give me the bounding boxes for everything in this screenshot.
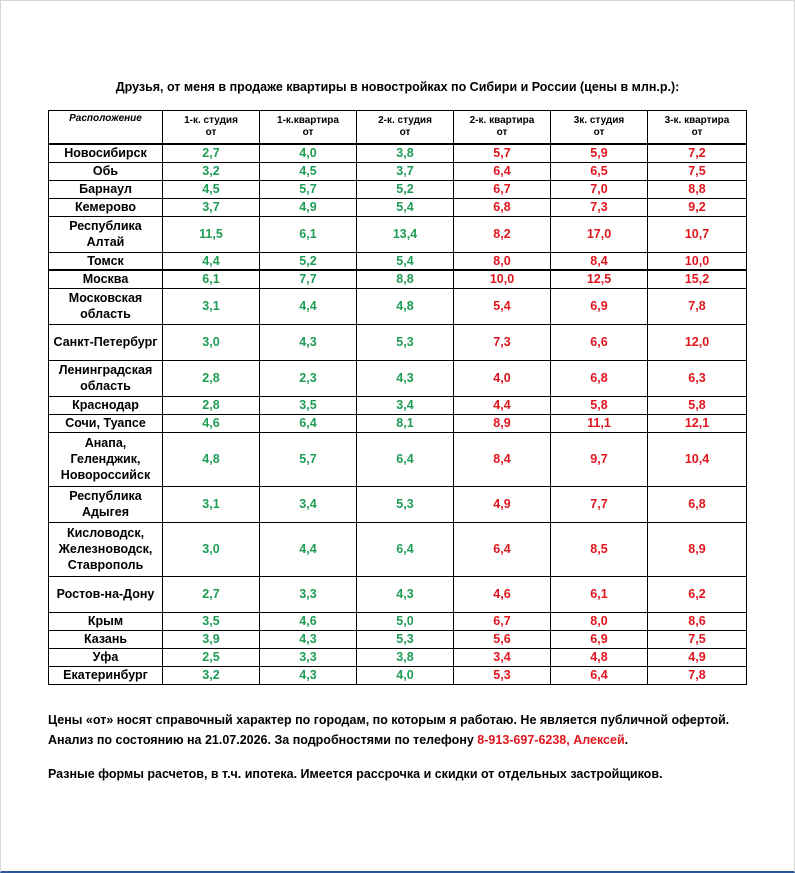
price-cell: 2,8 bbox=[163, 360, 260, 396]
price-cell: 12,0 bbox=[648, 324, 747, 360]
price-cell: 4,3 bbox=[357, 576, 454, 612]
table-row bbox=[49, 270, 747, 288]
price-cell: 5,8 bbox=[648, 396, 747, 414]
price-cell: 5,9 bbox=[551, 144, 648, 162]
price-cell: 3,3 bbox=[260, 576, 357, 612]
price-cell: 8,0 bbox=[551, 612, 648, 630]
price-cell: 3,9 bbox=[163, 630, 260, 648]
price-cell: 4,4 bbox=[260, 288, 357, 324]
page-title: Друзья, от меня в продаже квартиры в новостройках по Сибири и России (цены в млн.р.): bbox=[115, 80, 680, 94]
price-cell: 6,4 bbox=[454, 162, 551, 180]
price-cell: 3,7 bbox=[357, 162, 454, 180]
price-cell: 6,9 bbox=[551, 288, 648, 324]
price-cell: 6,3 bbox=[648, 360, 747, 396]
table-row bbox=[49, 216, 747, 252]
table-row bbox=[49, 666, 747, 684]
price-cell: 5,3 bbox=[357, 630, 454, 648]
price-cell: 6,4 bbox=[357, 522, 454, 576]
price-cell: 9,2 bbox=[648, 198, 747, 216]
price-cell: 4,6 bbox=[454, 576, 551, 612]
table-row bbox=[49, 432, 747, 486]
price-cell: 10,0 bbox=[648, 252, 747, 270]
price-cell: 4,6 bbox=[260, 612, 357, 630]
price-cell: 10,4 bbox=[648, 432, 747, 486]
city-cell: Ростов-на-Дону bbox=[49, 576, 163, 612]
price-cell: 3,2 bbox=[163, 162, 260, 180]
header-row bbox=[49, 111, 747, 145]
header-2k-apartment: 2-к. квартира от bbox=[454, 111, 551, 145]
price-cell: 10,0 bbox=[454, 270, 551, 288]
price-cell: 9,7 bbox=[551, 432, 648, 486]
price-cell: 5,4 bbox=[454, 288, 551, 324]
city-cell: Анапа, Геленджик, Новороссийск bbox=[49, 432, 163, 486]
table-row bbox=[49, 198, 747, 216]
price-cell: 6,8 bbox=[551, 360, 648, 396]
price-cell: 6,5 bbox=[551, 162, 648, 180]
price-cell: 8,9 bbox=[454, 414, 551, 432]
price-cell: 7,5 bbox=[648, 162, 747, 180]
price-cell: 6,6 bbox=[551, 324, 648, 360]
price-cell: 2,8 bbox=[163, 396, 260, 414]
price-cell: 4,3 bbox=[260, 324, 357, 360]
price-cell: 7,3 bbox=[551, 198, 648, 216]
price-cell: 8,5 bbox=[551, 522, 648, 576]
price-cell: 5,4 bbox=[357, 252, 454, 270]
note-contact bbox=[48, 730, 768, 750]
price-cell: 6,4 bbox=[454, 522, 551, 576]
table-row bbox=[49, 288, 747, 324]
price-cell: 8,0 bbox=[454, 252, 551, 270]
price-cell: 3,7 bbox=[163, 198, 260, 216]
header-1k-studio: 1-к. студия от bbox=[163, 111, 260, 145]
table-row bbox=[49, 486, 747, 522]
price-cell: 6,4 bbox=[260, 414, 357, 432]
table-row bbox=[49, 162, 747, 180]
city-cell: Краснодар bbox=[49, 396, 163, 414]
note-contact-end: . bbox=[624, 733, 629, 747]
price-cell: 4,8 bbox=[357, 288, 454, 324]
price-cell: 4,4 bbox=[260, 522, 357, 576]
table-row bbox=[49, 396, 747, 414]
city-cell: Казань bbox=[49, 630, 163, 648]
price-cell: 3,4 bbox=[357, 396, 454, 414]
price-cell: 13,4 bbox=[357, 216, 454, 252]
price-cell: 3,1 bbox=[163, 288, 260, 324]
price-cell: 3,8 bbox=[357, 144, 454, 162]
header-2k-studio: 2-к. студия от bbox=[357, 111, 454, 145]
city-cell: Кемерово bbox=[49, 198, 163, 216]
price-cell: 7,7 bbox=[260, 270, 357, 288]
header-location: Расположение bbox=[49, 111, 163, 145]
phone-link[interactable]: 8-913-697-6238, Алексей bbox=[477, 733, 625, 747]
price-cell: 8,6 bbox=[648, 612, 747, 630]
price-cell: 10,7 bbox=[648, 216, 747, 252]
table-row bbox=[49, 612, 747, 630]
city-cell: Московская область bbox=[49, 288, 163, 324]
table-row bbox=[49, 252, 747, 270]
city-cell: Санкт-Петербург bbox=[49, 324, 163, 360]
price-cell: 6,8 bbox=[454, 198, 551, 216]
price-cell: 7,0 bbox=[551, 180, 648, 198]
price-cell: 2,7 bbox=[163, 576, 260, 612]
city-cell: Москва bbox=[49, 270, 163, 288]
price-cell: 6,1 bbox=[260, 216, 357, 252]
price-cell: 4,8 bbox=[551, 648, 648, 666]
price-cell: 6,1 bbox=[163, 270, 260, 288]
price-cell: 5,2 bbox=[260, 252, 357, 270]
price-cell: 6,7 bbox=[454, 180, 551, 198]
table-body bbox=[49, 144, 747, 684]
city-cell: Кисловодск, Железноводск, Ставрополь bbox=[49, 522, 163, 576]
price-cell: 3,4 bbox=[454, 648, 551, 666]
price-cell: 6,4 bbox=[551, 666, 648, 684]
table-row bbox=[49, 180, 747, 198]
price-cell: 5,7 bbox=[260, 432, 357, 486]
price-cell: 7,5 bbox=[648, 630, 747, 648]
price-cell: 15,2 bbox=[648, 270, 747, 288]
table-row bbox=[49, 144, 747, 162]
price-cell: 3,0 bbox=[163, 324, 260, 360]
city-cell: Республика Алтай bbox=[49, 216, 163, 252]
note-disclaimer: Цены «от» носят справочный характер по городам, по которым я работаю. Не является публичной офертой. bbox=[48, 713, 730, 727]
table-row bbox=[49, 414, 747, 432]
city-cell: Томск bbox=[49, 252, 163, 270]
price-cell: 5,7 bbox=[260, 180, 357, 198]
price-cell: 7,8 bbox=[648, 288, 747, 324]
price-cell: 3,3 bbox=[260, 648, 357, 666]
price-cell: 4,6 bbox=[163, 414, 260, 432]
city-cell: Республика Адыгея bbox=[49, 486, 163, 522]
price-cell: 4,9 bbox=[454, 486, 551, 522]
table-row bbox=[49, 576, 747, 612]
table-row bbox=[49, 648, 747, 666]
price-cell: 6,9 bbox=[551, 630, 648, 648]
price-cell: 4,0 bbox=[260, 144, 357, 162]
price-cell: 8,9 bbox=[648, 522, 747, 576]
price-cell: 5,3 bbox=[357, 486, 454, 522]
header-1k-apartment: 1-к.квартира от bbox=[260, 111, 357, 145]
price-cell: 3,0 bbox=[163, 522, 260, 576]
price-cell: 7,2 bbox=[648, 144, 747, 162]
price-cell: 4,4 bbox=[163, 252, 260, 270]
price-cell: 12,5 bbox=[551, 270, 648, 288]
price-cell: 5,3 bbox=[454, 666, 551, 684]
price-cell: 5,7 bbox=[454, 144, 551, 162]
price-cell: 5,0 bbox=[357, 612, 454, 630]
price-cell: 3,8 bbox=[357, 648, 454, 666]
price-cell: 6,2 bbox=[648, 576, 747, 612]
price-cell: 4,8 bbox=[163, 432, 260, 486]
price-cell: 12,1 bbox=[648, 414, 747, 432]
header-3k-apartment: 3-к. квартира от bbox=[648, 111, 747, 145]
price-cell: 4,9 bbox=[648, 648, 747, 666]
price-cell: 6,4 bbox=[357, 432, 454, 486]
price-cell: 4,3 bbox=[260, 666, 357, 684]
price-cell: 5,8 bbox=[551, 396, 648, 414]
city-cell: Крым bbox=[49, 612, 163, 630]
price-cell: 8,1 bbox=[357, 414, 454, 432]
price-cell: 6,1 bbox=[551, 576, 648, 612]
city-cell: Сочи, Туапсе bbox=[49, 414, 163, 432]
price-cell: 3,5 bbox=[260, 396, 357, 414]
note-payment: Разные формы расчетов, в т.ч. ипотека. Имеется рассрочка и скидки от отдельных застройщиков. bbox=[48, 767, 663, 781]
city-cell: Екатеринбург bbox=[49, 666, 163, 684]
city-cell: Барнаул bbox=[49, 180, 163, 198]
price-cell: 4,3 bbox=[357, 360, 454, 396]
header-3k-studio: 3к. студия от bbox=[551, 111, 648, 145]
table-row bbox=[49, 324, 747, 360]
city-cell: Обь bbox=[49, 162, 163, 180]
price-cell: 2,3 bbox=[260, 360, 357, 396]
table-row bbox=[49, 360, 747, 396]
notes bbox=[48, 710, 768, 784]
price-cell: 4,9 bbox=[260, 198, 357, 216]
price-cell: 8,4 bbox=[551, 252, 648, 270]
price-cell: 11,5 bbox=[163, 216, 260, 252]
price-cell: 11,1 bbox=[551, 414, 648, 432]
price-cell: 8,8 bbox=[648, 180, 747, 198]
price-cell: 8,8 bbox=[357, 270, 454, 288]
price-cell: 3,4 bbox=[260, 486, 357, 522]
price-cell: 7,7 bbox=[551, 486, 648, 522]
city-cell: Новосибирск bbox=[49, 144, 163, 162]
note-contact-text: Анализ по состоянию на 21.07.2026. За подробностями по телефону bbox=[48, 733, 478, 747]
price-cell: 3,2 bbox=[163, 666, 260, 684]
price-cell: 5,3 bbox=[357, 324, 454, 360]
price-cell: 8,4 bbox=[454, 432, 551, 486]
price-cell: 4,5 bbox=[260, 162, 357, 180]
price-cell: 4,0 bbox=[357, 666, 454, 684]
price-cell: 6,8 bbox=[648, 486, 747, 522]
price-cell: 6,7 bbox=[454, 612, 551, 630]
price-cell: 4,3 bbox=[260, 630, 357, 648]
price-cell: 3,5 bbox=[163, 612, 260, 630]
price-cell: 2,7 bbox=[163, 144, 260, 162]
table-row bbox=[49, 522, 747, 576]
price-cell: 5,4 bbox=[357, 198, 454, 216]
city-cell: Уфа bbox=[49, 648, 163, 666]
price-cell: 2,5 bbox=[163, 648, 260, 666]
price-cell: 17,0 bbox=[551, 216, 648, 252]
city-cell: Ленинградская область bbox=[49, 360, 163, 396]
price-cell: 8,2 bbox=[454, 216, 551, 252]
price-cell: 7,8 bbox=[648, 666, 747, 684]
price-cell: 4,5 bbox=[163, 180, 260, 198]
price-cell: 5,2 bbox=[357, 180, 454, 198]
price-cell: 4,4 bbox=[454, 396, 551, 414]
price-cell: 5,6 bbox=[454, 630, 551, 648]
price-cell: 7,3 bbox=[454, 324, 551, 360]
price-cell: 3,1 bbox=[163, 486, 260, 522]
price-table bbox=[48, 110, 747, 685]
price-cell: 4,0 bbox=[454, 360, 551, 396]
table-row bbox=[49, 630, 747, 648]
